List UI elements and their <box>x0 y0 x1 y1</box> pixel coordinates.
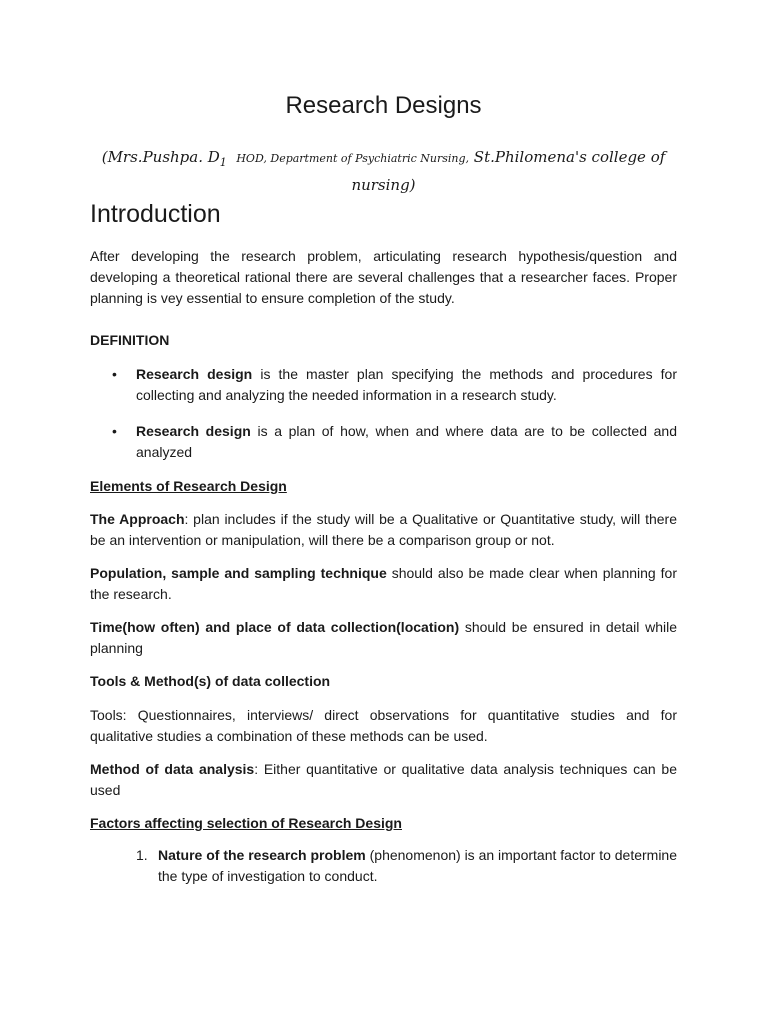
introduction-paragraph: After developing the research problem, articulating research hypothesis/question and developing a theoretical rational there are several challenges that a researcher faces. Proper planning is vey essential to ensure completion of the study. <box>90 248 677 306</box>
author-name: (Mrs.Pushpa. D <box>101 148 220 166</box>
tools-heading: Tools & Method(s) of data collection <box>90 673 331 689</box>
document-title: Research Designs <box>285 92 482 119</box>
factors-heading: Factors affecting selection of Research Design <box>90 815 402 831</box>
author-line <box>90 146 677 197</box>
tools-paragraph: Tools: Questionnaires, interviews/ direct observations for quantitative studies and for qualitative studies a combination of these methods can be used. <box>90 707 677 744</box>
definition-list <box>90 364 677 406</box>
author-role: HOD, Department of Psychiatric Nursing, <box>236 152 470 165</box>
analysis-paragraph: Method of data analysis: Either quantitative or qualitative data analysis techniques can be used <box>90 761 677 798</box>
definition-item: • Research design is the master plan specifying the methods and procedures for collecting and analyzing the needed information in a research study. <box>112 366 677 403</box>
element-time-place: Time(how often) and place of data collection(location) should be ensured in detail while planning <box>90 619 677 656</box>
definition-heading: DEFINITION <box>90 332 170 348</box>
element-approach: The Approach: plan includes if the study will be a Qualitative or Quantitative study, will there be an intervention or manipulation, will there be a comparison group or not. <box>90 511 677 548</box>
factor-item: 1. Nature of the research problem (phenomenon) is an important factor to determine the type of investigation to conduct. <box>136 847 678 884</box>
author-college: St.Philomena's college of nursing) <box>351 148 666 194</box>
bullet-icon: • <box>112 366 117 382</box>
definition-item: • Research design is a plan of how, when and where data are to be collected and analyzed <box>112 423 677 460</box>
definition-list-2 <box>90 421 677 463</box>
factor-number: 1. <box>136 847 148 863</box>
element-population: Population, sample and sampling technique should also be made clear when planning for the research. <box>90 565 677 602</box>
elements-heading: Elements of Research Design <box>90 478 287 494</box>
introduction-heading: Introduction <box>90 200 221 228</box>
bullet-icon: • <box>112 423 117 439</box>
author-subscript: 1 <box>219 156 227 169</box>
